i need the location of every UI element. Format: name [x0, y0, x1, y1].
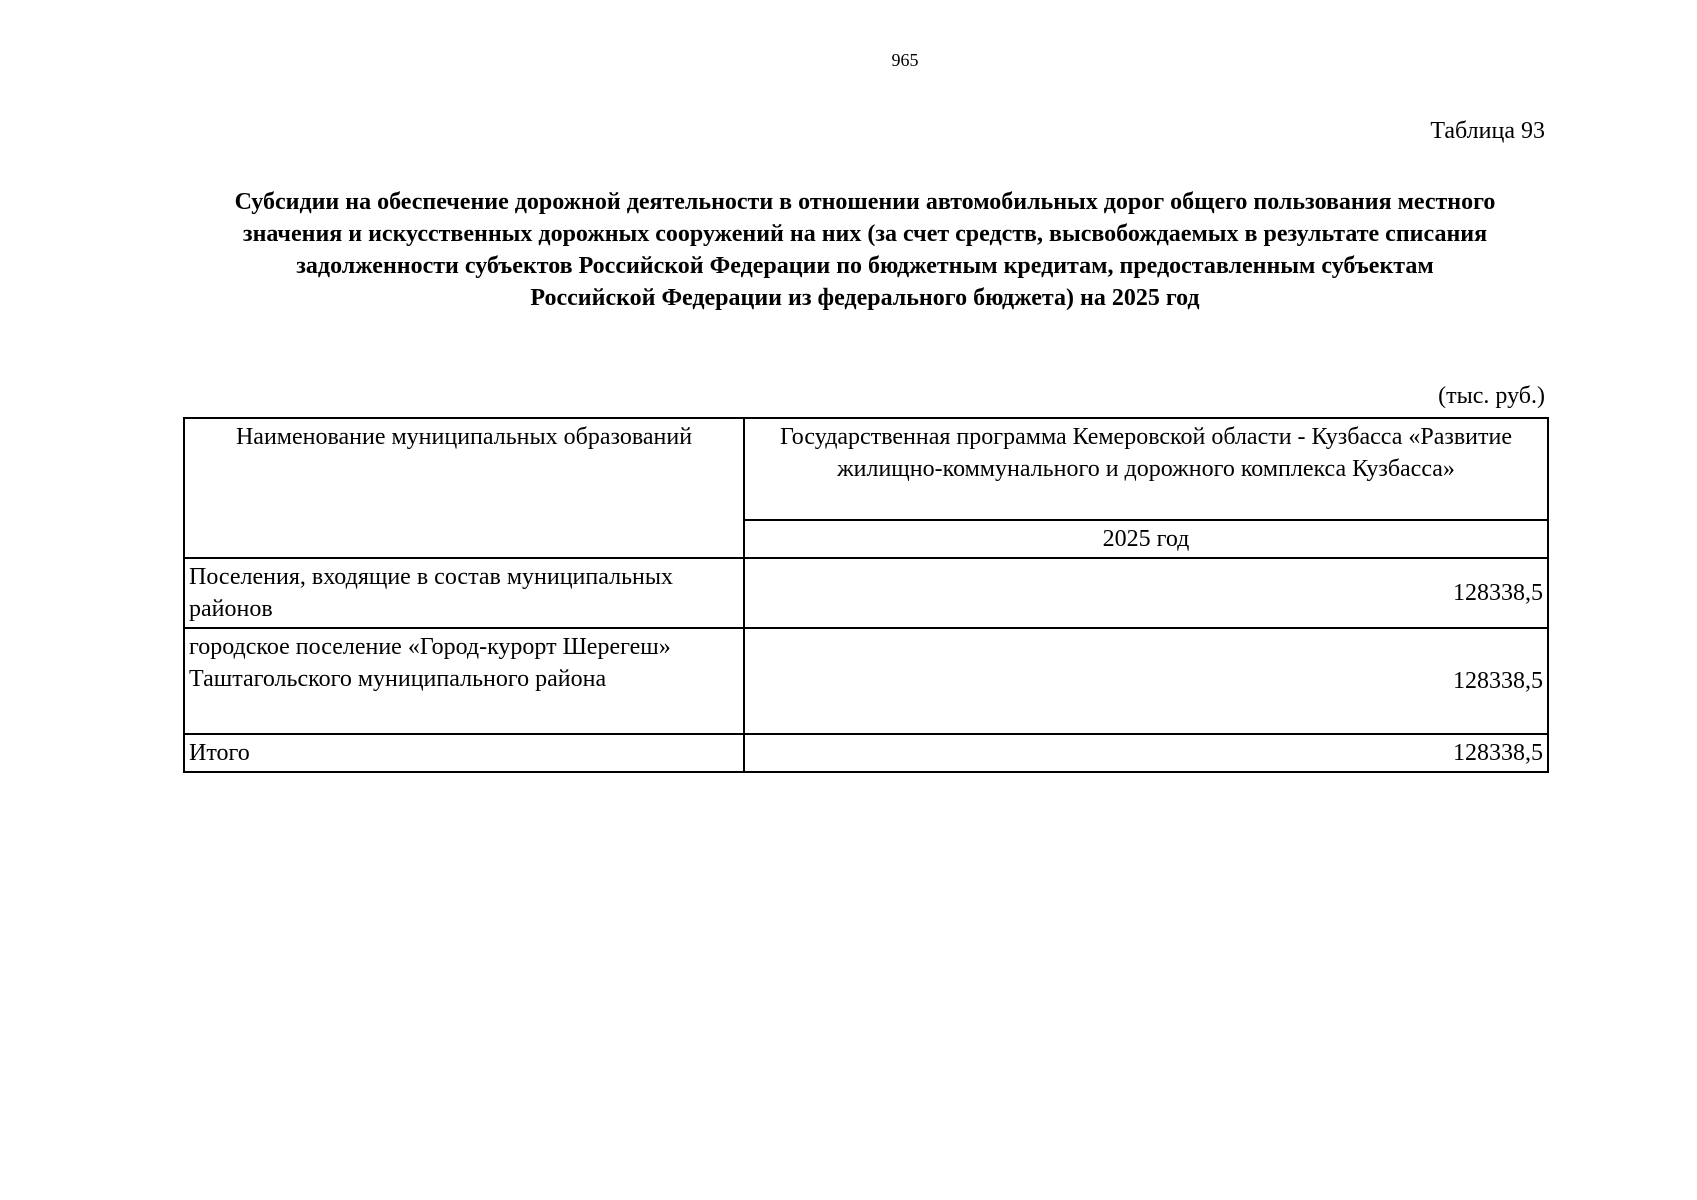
title-line: Субсидии на обеспечение дорожной деятельности в отношении автомобильных дорог общего пользования местного — [234, 189, 1496, 215]
title-line: задолженности субъектов Российской Федерации по бюджетным кредитам, предоставленным субъектам — [296, 253, 1434, 279]
table-row — [184, 558, 1548, 628]
title-line: Российской Федерации из федерального бюджета) на 2025 год — [530, 285, 1200, 311]
units-label: (тыс. руб.) — [1438, 383, 1545, 409]
subsidies-table — [183, 417, 1549, 773]
row-name-line: Таштагольского муниципального района — [189, 666, 607, 692]
total-value: 128338,5 — [744, 734, 1548, 772]
table-label: Таблица 93 — [1430, 118, 1545, 144]
row-value: 128338,5 — [744, 628, 1548, 734]
page-number: 965 — [891, 50, 919, 70]
row-name: Поселения, входящие в состав муниципальных районов — [184, 558, 744, 628]
table-total-row — [184, 734, 1548, 772]
table-header-row — [184, 418, 1548, 520]
row-name-line: городское поселение «Город-курорт Шерегеш» — [189, 634, 671, 660]
total-label: Итого — [184, 734, 744, 772]
title-line: значения и искусственных дорожных сооружений на них (за счет средств, высвобождаемых в результате списания — [242, 221, 1488, 247]
row-value: 128338,5 — [744, 558, 1548, 628]
table-row — [184, 628, 1548, 734]
header-municipality-name: Наименование муниципальных образований — [184, 418, 744, 558]
row-name — [184, 628, 744, 734]
header-year: 2025 год — [744, 520, 1548, 558]
document-title — [185, 186, 1545, 314]
header-program: Государственная программа Кемеровской области - Кузбасса «Развитие жилищно-коммунального и дорожного комплекса Кузбасса» — [744, 418, 1548, 520]
